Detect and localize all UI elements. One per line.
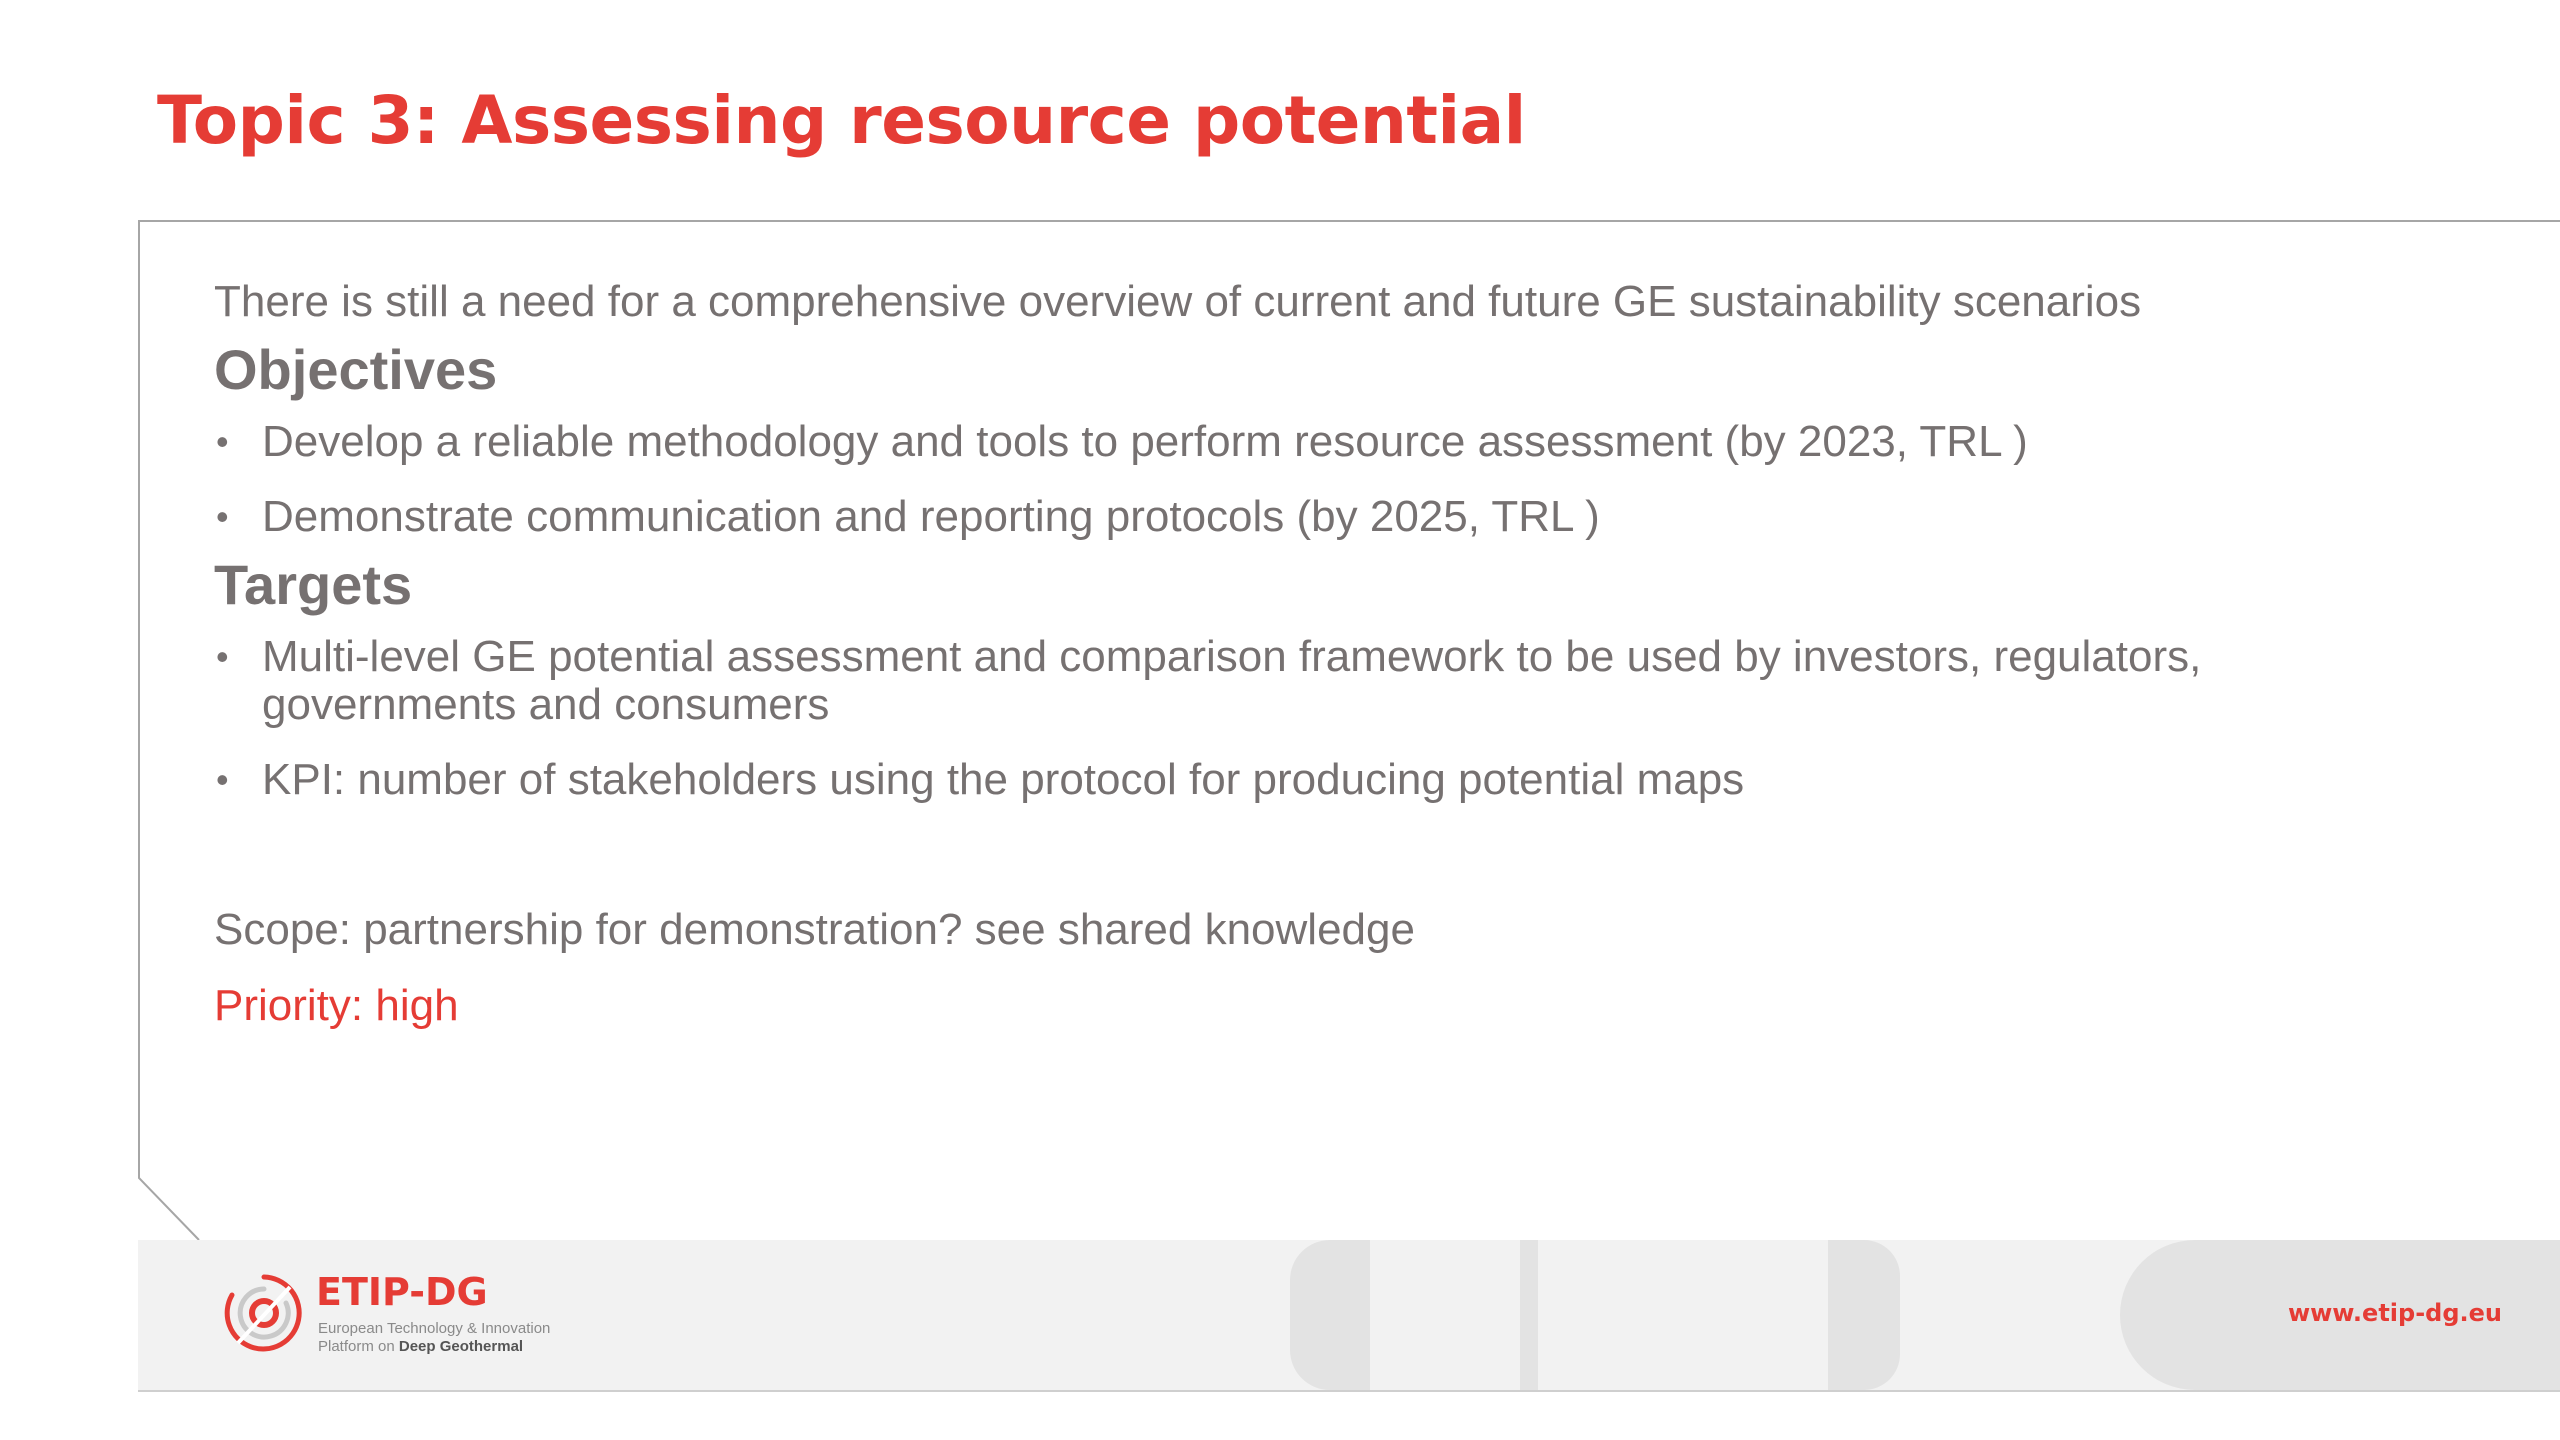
objective-item bbox=[214, 418, 2274, 466]
bullet-icon: • bbox=[216, 421, 229, 462]
objectives-list bbox=[214, 418, 2274, 541]
bullet-icon: • bbox=[216, 496, 229, 537]
etip-dg-logo-icon bbox=[224, 1273, 304, 1353]
logo-subtitle-prefix: Platform on bbox=[318, 1338, 399, 1355]
intro-text: There is still a need for a comprehensive overview of current and future GE sustainability scenarios bbox=[214, 277, 2142, 326]
target-text: KPI: number of stakeholders using the protocol for producing potential maps bbox=[262, 755, 1745, 804]
objective-text: Demonstrate communication and reporting protocols (by 2025, TRL ) bbox=[262, 492, 1600, 541]
targets-list bbox=[214, 633, 2274, 804]
logo-subtitle-bold: Deep Geothermal bbox=[398, 1338, 524, 1355]
targets-heading: Targets bbox=[214, 553, 413, 616]
objective-text: Develop a reliable methodology and tools to perform resource assessment (by 2023, TRL ) bbox=[262, 417, 2028, 466]
footer-stripe bbox=[1290, 1240, 1370, 1390]
logo-title: ETIP-DG bbox=[316, 1270, 488, 1314]
objectives-heading: Objectives bbox=[214, 338, 498, 401]
logo-subtitle-line2 bbox=[318, 1338, 523, 1356]
slide-title: Topic 3: Assessing resource potential bbox=[157, 82, 1526, 159]
target-text: Multi-level GE potential assessment and comparison framework to be used by investors, regulators, governments and consumers bbox=[262, 632, 2202, 729]
priority-text: Priority: high bbox=[214, 981, 459, 1030]
footer-stripe bbox=[1828, 1240, 1900, 1390]
bullet-icon: • bbox=[216, 636, 229, 677]
slide-body bbox=[214, 278, 2274, 1030]
bullet-icon: • bbox=[216, 759, 229, 800]
website-link[interactable]: www.etip-dg.eu bbox=[2287, 1299, 2502, 1327]
logo-subtitle-line1: European Technology & Innovation bbox=[318, 1320, 551, 1337]
slide-footer bbox=[138, 1240, 2560, 1390]
objective-item bbox=[214, 493, 2274, 541]
footer-stripe bbox=[1520, 1240, 1538, 1390]
target-item bbox=[214, 756, 2274, 804]
target-item bbox=[214, 633, 2274, 729]
scope-text: Scope: partnership for demonstration? see shared knowledge bbox=[214, 905, 1415, 954]
